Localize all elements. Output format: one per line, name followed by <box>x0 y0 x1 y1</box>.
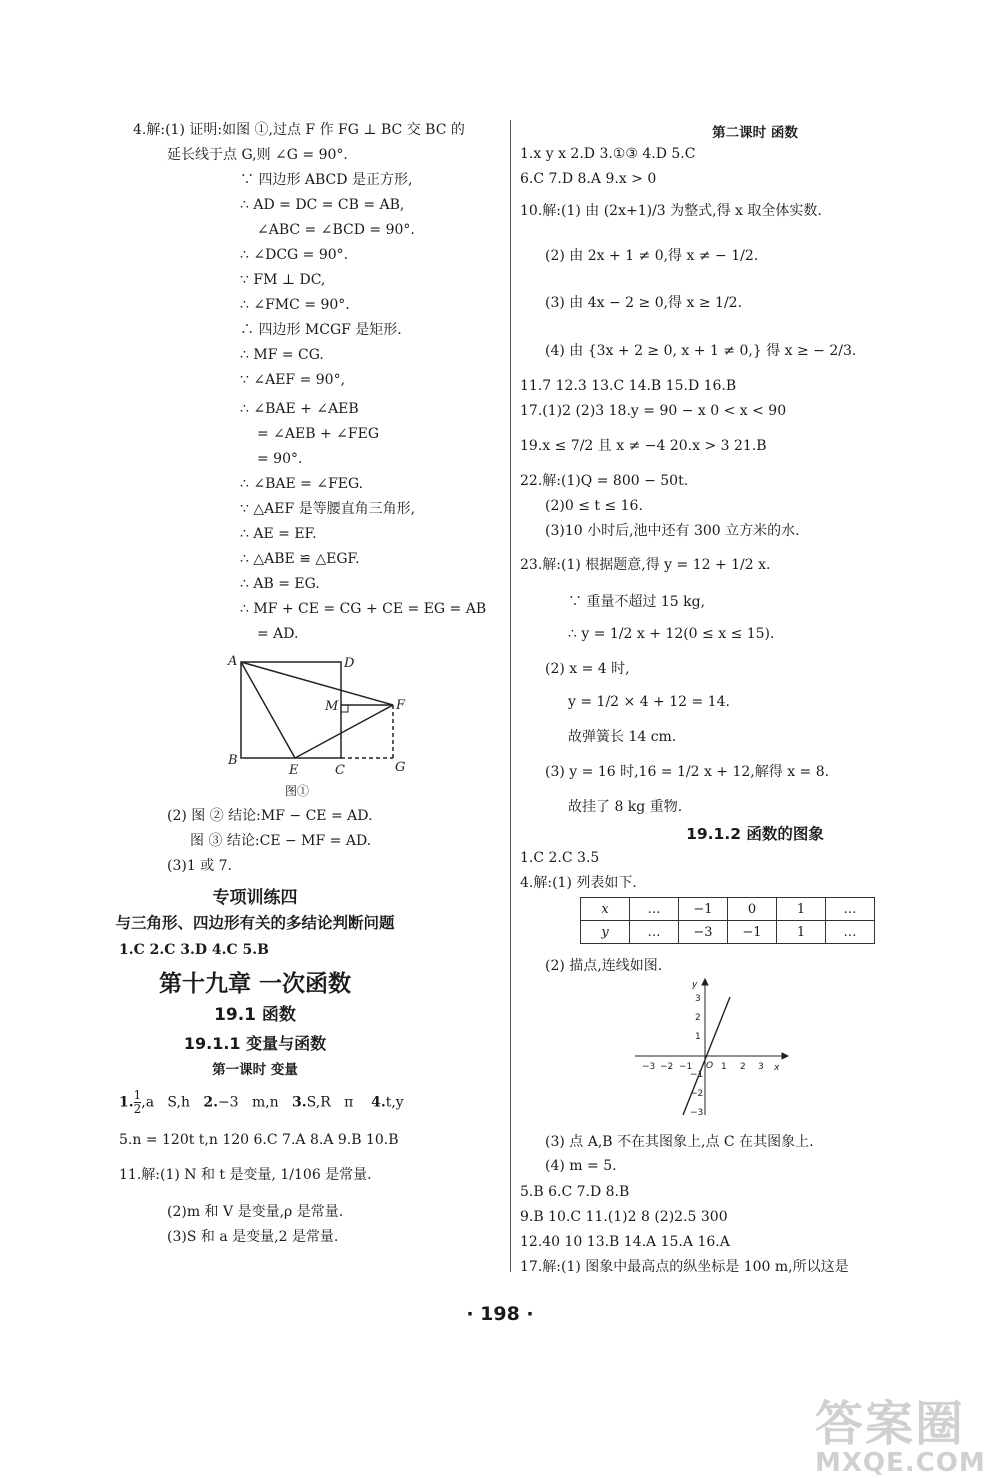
text-line: 图 ③ 结论:CE − MF = AD. <box>190 833 372 849</box>
text-line: 4.解:(1) 证明:如图 ①,过点 F 作 FG ⊥ BC 交 BC 的 <box>133 122 465 138</box>
table-cell: 1 <box>777 898 826 921</box>
label-c: C <box>335 763 345 778</box>
y-tick: −2 <box>690 1089 704 1099</box>
text-line: ∴ 四边形 MCGF 是矩形. <box>240 322 402 338</box>
x-axis-arrow <box>782 1053 788 1059</box>
label-a: A <box>228 654 238 669</box>
table-cell: … <box>630 921 679 944</box>
text-line: 17.(1)2 (2)3 18.y = 90 − x 0 < x < 90 <box>520 403 787 419</box>
text-line: ∴ ∠DCG = 90°. <box>240 247 349 263</box>
x-tick: −2 <box>660 1062 674 1072</box>
geometry-figure <box>225 652 415 797</box>
function-graph <box>630 975 790 1125</box>
text-line: (2)m 和 V 是变量,ρ 是常量. <box>167 1204 344 1220</box>
text-line: ∴ AB = EG. <box>240 576 320 592</box>
special-subtitle: 与三角形、四边形有关的多结论判断问题 <box>115 914 395 932</box>
x-tick: −3 <box>642 1062 656 1072</box>
text-line: 9.B 10.C 11.(1)2 8 (2)2.5 300 <box>520 1209 728 1225</box>
text-line: 11.解:(1) N 和 t 是变量, 1/106 是常量. <box>119 1167 372 1183</box>
watermark-url: MXQE.COM <box>815 1448 986 1478</box>
text-line: (3) 点 A,B 不在其图象上,点 C 在其图象上. <box>545 1134 814 1150</box>
text-line: ∠ABC = ∠BCD = 90°. <box>257 222 415 238</box>
origin-label: O <box>706 1061 714 1071</box>
watermark-text: 答案圈 <box>815 1396 966 1452</box>
text-line: = AD. <box>257 626 299 642</box>
lesson-title: 第一课时 变量 <box>212 1062 298 1078</box>
text-line: 故挂了 8 kg 重物. <box>568 799 683 815</box>
text-line: 1.C 2.C 3.5 <box>520 850 600 866</box>
section-title: 19.1 函数 <box>214 1005 296 1025</box>
column-divider <box>510 120 511 1272</box>
text-line: (2) 由 2x + 1 ≠ 0,得 x ≠ − 1/2. <box>545 248 759 264</box>
special-answers: 1.C 2.C 3.D 4.C 5.B <box>119 942 269 958</box>
label-d: D <box>344 656 355 671</box>
text-line: 10.解:(1) 由 (2x+1)/3 为整式,得 x 取全体实数. <box>520 203 822 219</box>
text-line: (4) 由 {3x + 2 ≥ 0, x + 1 ≠ 0,} 得 x ≥ − 2/3. <box>545 343 857 359</box>
label-f: F <box>396 698 406 713</box>
chapter-title: 第十九章 一次函数 <box>158 971 351 997</box>
x-tick: 1 <box>721 1062 727 1072</box>
text-line: (2) 图 ② 结论:MF − CE = AD. <box>167 808 373 824</box>
text-line: ∴ ∠FMC = 90°. <box>240 297 350 313</box>
text-line: ∴ ∠BAE + ∠AEB <box>240 401 359 417</box>
text-line: ∴ ∠BAE = ∠FEG. <box>240 476 364 492</box>
text-line: ∵ 四边形 ABCD 是正方形, <box>240 172 413 188</box>
table-cell: −1 <box>728 921 777 944</box>
table-row <box>581 898 875 921</box>
text-line: (3)10 小时后,池中还有 300 立方米的水. <box>545 523 800 539</box>
table-cell: x <box>581 898 630 921</box>
x-tick: 3 <box>758 1062 764 1072</box>
text-line: 延长线于点 G,则 ∠G = 90°. <box>167 147 348 163</box>
text-line: ∴ AE = EF. <box>240 526 317 542</box>
text-line: 5.n = 120t t,n 120 6.C 7.A 8.A 9.B 10.B <box>119 1132 399 1148</box>
text-line: (4) m = 5. <box>545 1158 617 1174</box>
text-line: = ∠AEB + ∠FEG <box>257 426 380 442</box>
text-line: (3)S 和 a 是变量,2 是常量. <box>167 1229 339 1245</box>
text-line: 17.解:(1) 图象中最高点的纵坐标是 100 m,所以这是 <box>520 1259 849 1275</box>
text-line: (3) 由 4x − 2 ≥ 0,得 x ≥ 1/2. <box>545 295 743 311</box>
text-line: ∴ AD = DC = CB = AB, <box>240 197 405 213</box>
y-tick: 2 <box>695 1013 701 1023</box>
text-line: ∵ FM ⊥ DC, <box>240 272 326 288</box>
table-cell: −1 <box>679 898 728 921</box>
x-tick: 2 <box>740 1062 746 1072</box>
right-subsection-title: 19.1.2 函数的图象 <box>686 825 824 843</box>
segment-ae <box>241 662 295 758</box>
table-cell: 1 <box>777 921 826 944</box>
text-line: ∴ △ABE ≌ △EGF. <box>240 551 360 567</box>
table-cell: y <box>581 921 630 944</box>
value-table <box>580 897 875 944</box>
text-line: 22.解:(1)Q = 800 − 50t. <box>520 473 689 489</box>
text-line: 6.C 7.D 8.A 9.x > 0 <box>520 171 657 187</box>
y-axis-arrow <box>702 979 708 985</box>
text-line: ∵ ∠AEF = 90°, <box>240 372 346 388</box>
segment-ef <box>295 705 393 758</box>
table-cell: … <box>630 898 679 921</box>
special-title: 专项训练四 <box>212 888 298 908</box>
text-line: 5.B 6.C 7.D 8.B <box>520 1184 630 1200</box>
figure-caption: 图① <box>285 784 310 798</box>
text-line: ∴ MF = CG. <box>240 347 324 363</box>
table-cell: … <box>826 898 875 921</box>
text-line: 12.40 10 13.B 14.A 15.A 16.A <box>520 1234 730 1250</box>
text-line: (2)0 ≤ t ≤ 16. <box>545 498 643 514</box>
text-line: 19.x ≤ 7/2 且 x ≠ −4 20.x > 3 21.B <box>520 438 767 454</box>
right-lesson-title: 第二课时 函数 <box>712 125 798 141</box>
y-tick: −1 <box>690 1070 704 1080</box>
table-cell: −3 <box>679 921 728 944</box>
text-line: (3)1 或 7. <box>167 858 232 874</box>
text-line: (2) 描点,连线如图. <box>545 958 663 974</box>
segment-af <box>241 662 393 705</box>
text-line: 23.解:(1) 根据题意,得 y = 12 + 1/2 x. <box>520 557 771 573</box>
table-cell: … <box>826 921 875 944</box>
table-cell: 0 <box>728 898 777 921</box>
x-axis-label: x <box>774 1063 780 1073</box>
watermark-logo <box>815 1385 986 1478</box>
text-line: = 90°. <box>257 451 303 467</box>
text-line: 故弹簧长 14 cm. <box>568 729 677 745</box>
subsection-title: 19.1.1 变量与函数 <box>183 1034 327 1053</box>
right-angle-mark <box>341 705 348 712</box>
y-tick: 1 <box>695 1032 701 1042</box>
label-g: G <box>395 760 406 775</box>
text-line: ∵ △AEF 是等腰直角三角形, <box>240 501 416 517</box>
table-row <box>581 921 875 944</box>
text-line: 11.7 12.3 13.C 14.B 15.D 16.B <box>520 378 737 394</box>
text-line: y = 1/2 × 4 + 12 = 14. <box>568 694 730 710</box>
text-line: ∴ y = 1/2 x + 12(0 ≤ x ≤ 15). <box>568 626 775 642</box>
label-e: E <box>289 763 299 778</box>
label-b: B <box>228 753 238 768</box>
text-line: ∴ MF + CE = CG + CE = EG = AB <box>240 601 487 617</box>
text-line: (3) y = 16 时,16 = 1/2 x + 12,解得 x = 8. <box>545 764 830 780</box>
x-tick: −1 <box>679 1062 693 1072</box>
label-m: M <box>325 699 339 714</box>
page-number: · 198 · <box>466 1303 534 1325</box>
y-tick: 3 <box>695 994 701 1004</box>
y-tick: −3 <box>690 1108 704 1118</box>
text-line: 1.x y x 2.D 3.①③ 4.D 5.C <box>520 146 696 162</box>
text-line: 4.解:(1) 列表如下. <box>520 875 637 891</box>
text-line: ∵ 重量不超过 15 kg, <box>568 594 706 610</box>
answer-line-1: 1. $\frac{1}{2}$ ,a S,h 2.−3 m,n 3.S,R π 4.t,y <box>119 1088 404 1116</box>
text-line: (2) x = 4 时, <box>545 661 630 677</box>
y-axis-label: y <box>692 980 698 990</box>
